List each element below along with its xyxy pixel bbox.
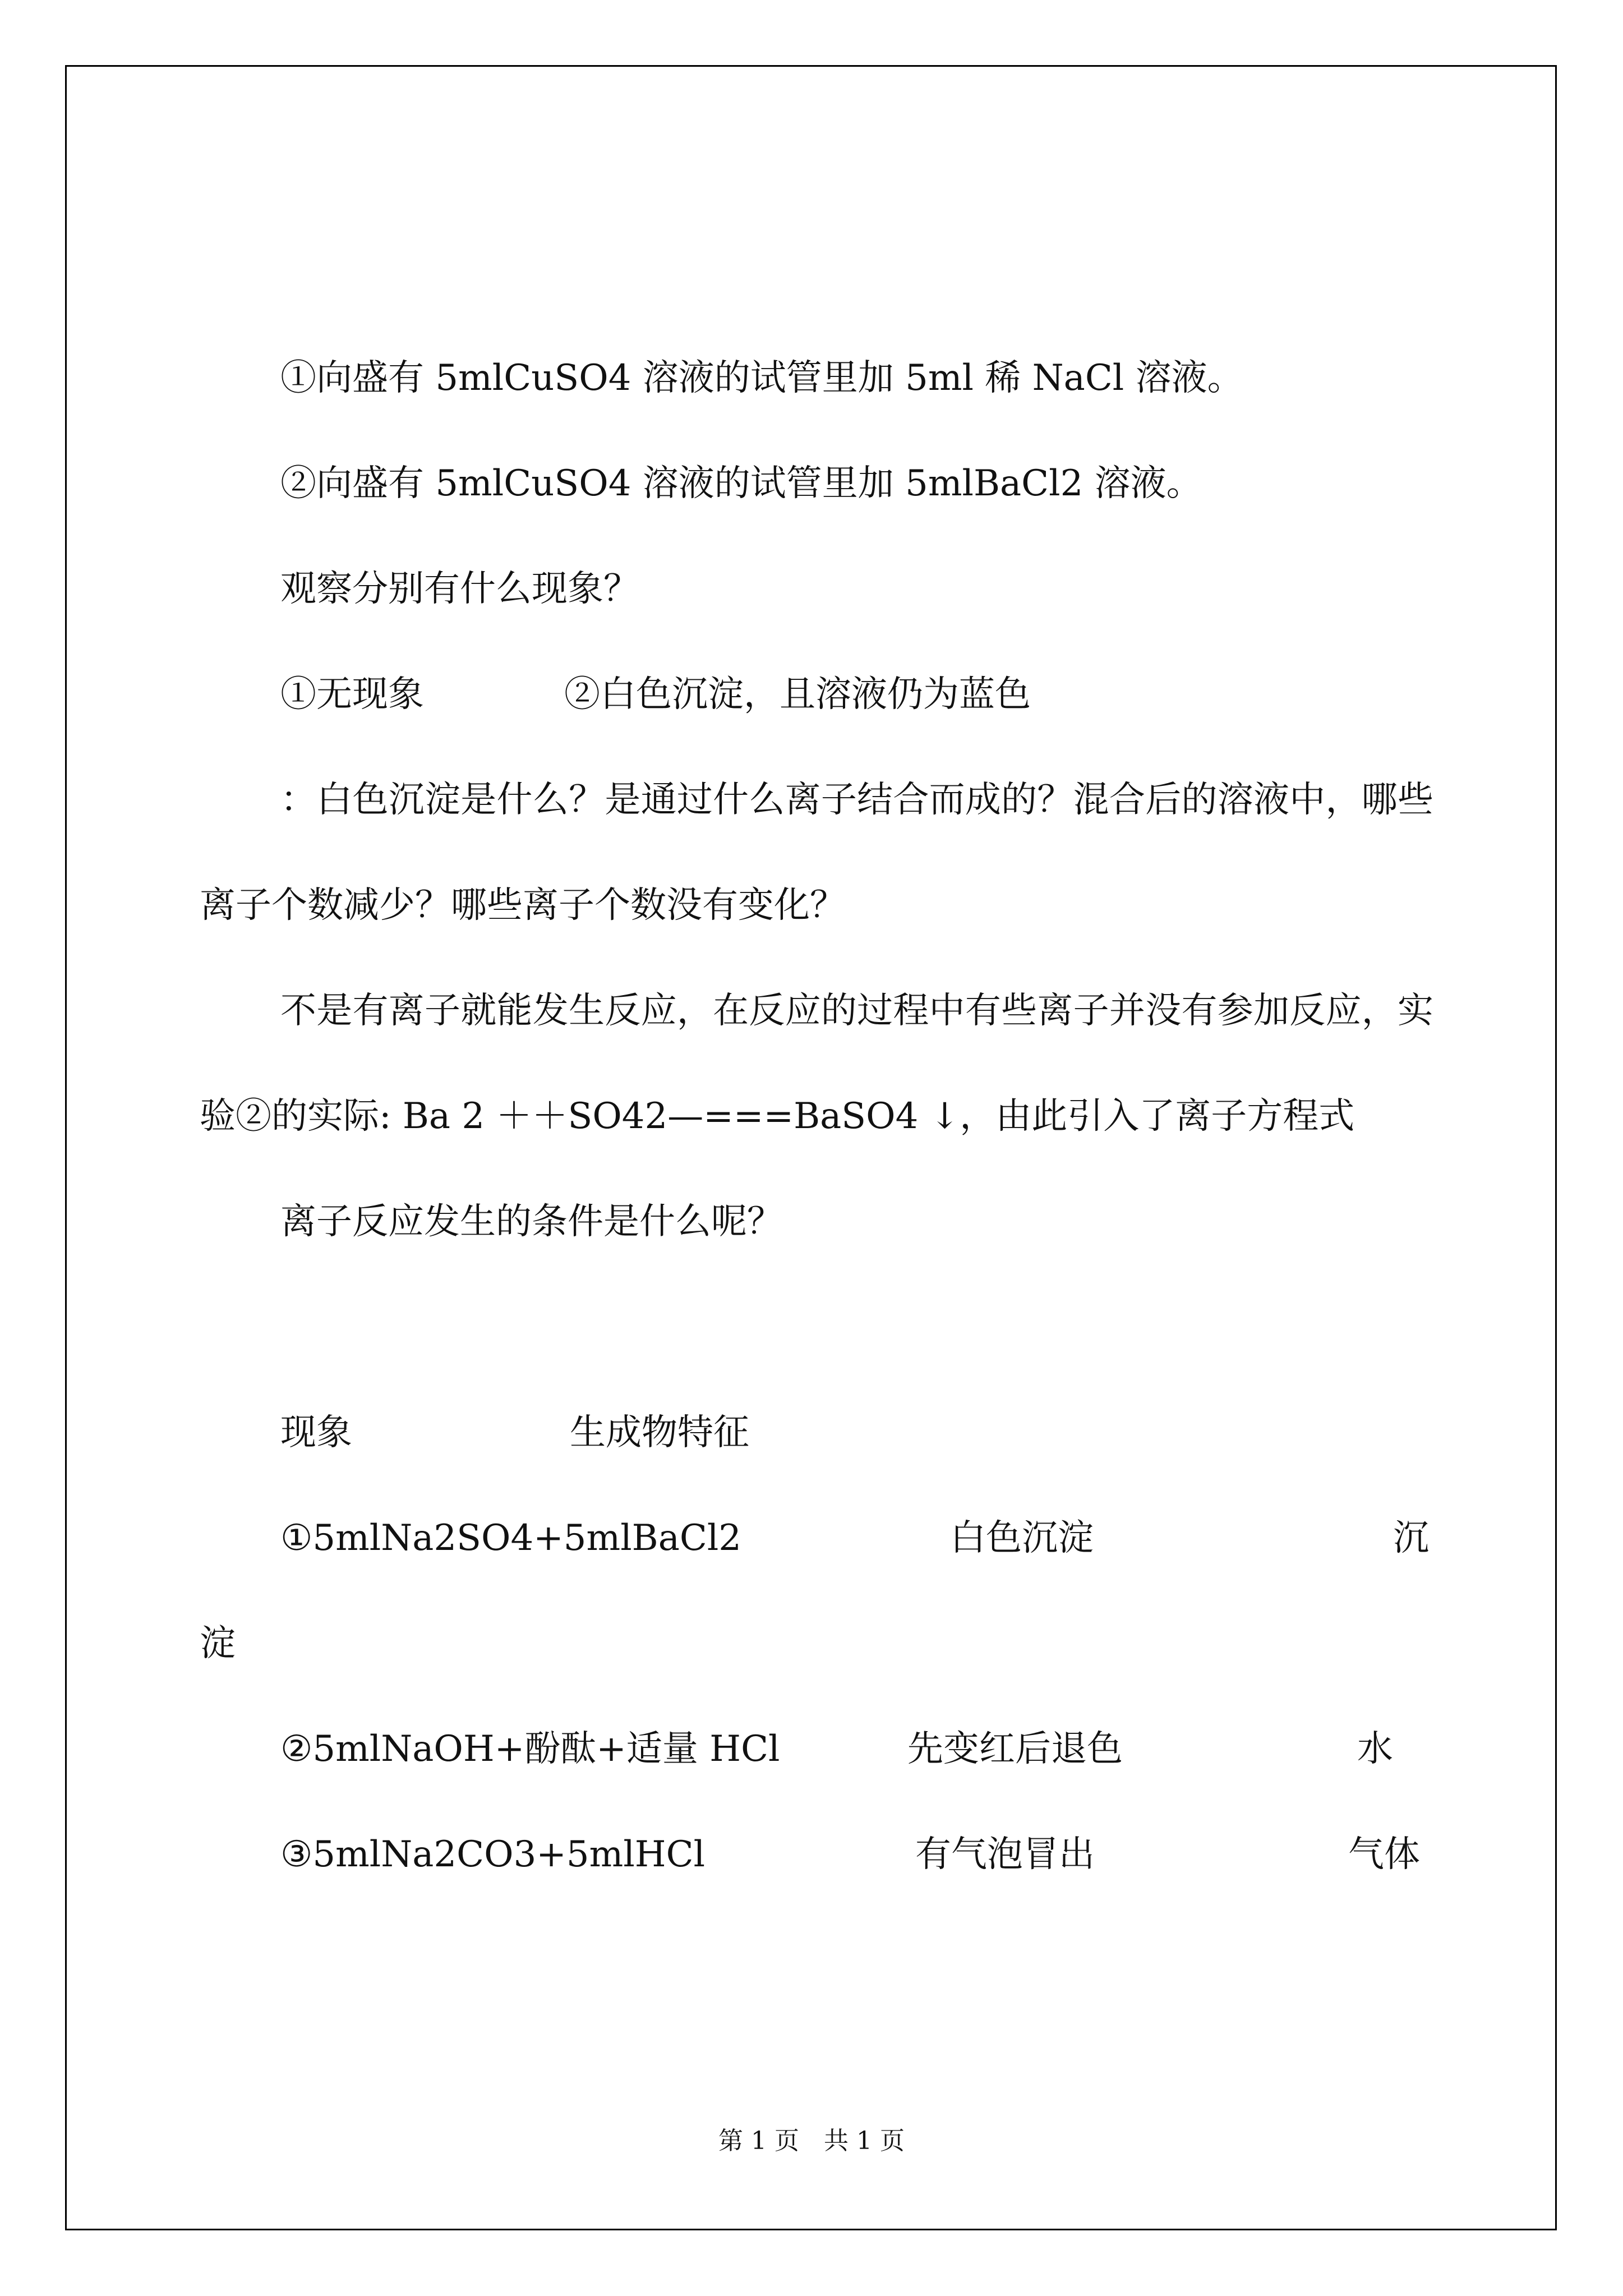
paragraph-ionic-equation: 不是有离子就能发生反应，在反应的过程中有些离子并没有参加反应，实验②的实际: Ba 2 ＋＋SO42—===BaSO4 ↓，由此引入了离子方程式 <box>200 990 1433 1137</box>
paragraph-observations <box>200 642 1433 747</box>
paragraph-analysis: ：白色沉淀是什么？是通过什么离子结合而成的？混合后的溶液中，哪些离子个数减少？哪些离子个数没有变化？ <box>200 779 1433 926</box>
paragraph-experiment-2: ②向盛有 5mlCuSO4 溶液的试管里加 5mlBaCl2 溶液。 <box>280 463 1202 504</box>
document-body <box>200 325 1433 1907</box>
header-phenomenon: 现象 <box>280 1412 352 1453</box>
row-2-experiment: ②5mlNaOH+酚酞+适量 HCl <box>280 1728 780 1770</box>
paragraph-condition-question: 离子反应发生的条件是什么呢？ <box>280 1201 783 1243</box>
table-row <box>200 1696 1433 1802</box>
table-row <box>200 1802 1433 1907</box>
paragraph-experiment-1: ①向盛有 5mlCuSO4 溶液的试管里加 5ml 稀 NaCl 溶液。 <box>280 357 1243 399</box>
row-3-phenomenon: 有气泡冒出 <box>915 1834 1095 1875</box>
table-header <box>200 1380 1433 1485</box>
row-3-experiment: ③5mlNa2CO3+5mlHCl <box>280 1834 706 1875</box>
row-3-product: 气体 <box>1348 1834 1420 1875</box>
paragraph-question: 观察分别有什么现象？ <box>280 568 639 610</box>
table-row-product-wrap <box>200 1591 1433 1696</box>
row-1-product-second-char: 淀 <box>200 1623 236 1664</box>
row-2-phenomenon: 先变红后退色 <box>907 1728 1123 1770</box>
page-footer: 第 1 页 共 1 页 <box>718 2127 905 2155</box>
table-row <box>200 1485 1433 1591</box>
row-2-product: 水 <box>1357 1728 1393 1770</box>
observation-1: ①无现象 <box>280 674 424 715</box>
row-1-product-first-char: 沉 <box>1393 1517 1429 1559</box>
row-1-phenomenon: 白色沉淀 <box>950 1517 1094 1559</box>
row-1-experiment: ①5mlNa2SO4+5mlBaCl2 <box>280 1517 741 1559</box>
header-product: 生成物特征 <box>570 1412 749 1453</box>
observation-2: ②白色沉淀，且溶液仍为蓝色 <box>564 674 1031 715</box>
